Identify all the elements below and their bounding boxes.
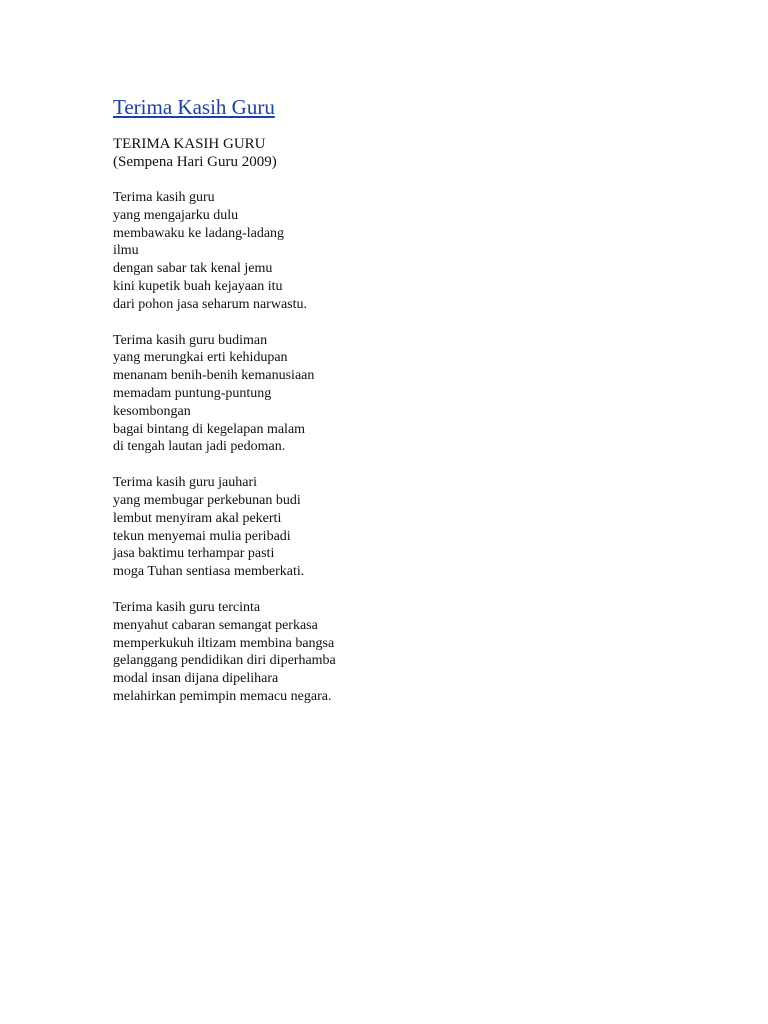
poem-line: memadam puntung-puntung [113, 385, 272, 401]
poem-line: gelanggang pendidikan diri diperhamba [113, 653, 336, 669]
poem-line: moga Tuhan sentiasa memberkati. [113, 564, 305, 580]
poem-line: menyahut cabaran semangat perkasa [113, 617, 318, 633]
poem-line: kesombongan [113, 403, 191, 419]
poem-stanza [113, 599, 713, 706]
poem-body [113, 189, 713, 706]
poem-line: Terima kasih guru budiman [113, 332, 268, 348]
poem-subtitle: (Sempena Hari Guru 2009) [113, 154, 277, 170]
poem-line: ilmu [113, 243, 139, 259]
poem-line: dengan sabar tak kenal jemu [113, 261, 273, 277]
poem-line: menanam benih-benih kemanusiaan [113, 368, 315, 384]
poem-line: yang membugar perkebunan budi [113, 492, 301, 508]
poem-line: modal insan dijana dipelihara [113, 671, 279, 687]
poem-line: membawaku ke ladang-ladang [113, 225, 285, 241]
poem-heading: TERIMA KASIH GURU [113, 136, 266, 152]
poem-stanza [113, 332, 713, 457]
poem-line: yang merungkai erti kehidupan [113, 350, 288, 366]
poem-stanza [113, 474, 713, 581]
poem-line: kini kupetik buah kejayaan itu [113, 278, 283, 294]
poem-line: Terima kasih guru jauhari [113, 475, 258, 491]
poem-line: melahirkan pemimpin memacu negara. [113, 688, 332, 704]
poem-line: dari pohon jasa seharum narwastu. [113, 296, 307, 312]
poem-line: tekun menyemai mulia peribadi [113, 528, 291, 544]
poem-line: yang mengajarku dulu [113, 207, 239, 223]
poem-line: Terima kasih guru [113, 190, 215, 205]
poem-line: bagai bintang di kegelapan malam [113, 421, 306, 437]
poem-line: memperkukuh iltizam membina bangsa [113, 635, 335, 651]
title-link[interactable]: Terima Kasih Guru [113, 95, 275, 119]
document-page [113, 93, 713, 724]
poem-line: Terima kasih guru tercinta [113, 599, 261, 615]
poem-line: di tengah lautan jadi pedoman. [113, 439, 286, 455]
poem-stanza [113, 189, 713, 314]
poem-line: jasa baktimu terhampar pasti [113, 546, 275, 562]
poem-line: lembut menyiram akal pekerti [113, 510, 282, 526]
